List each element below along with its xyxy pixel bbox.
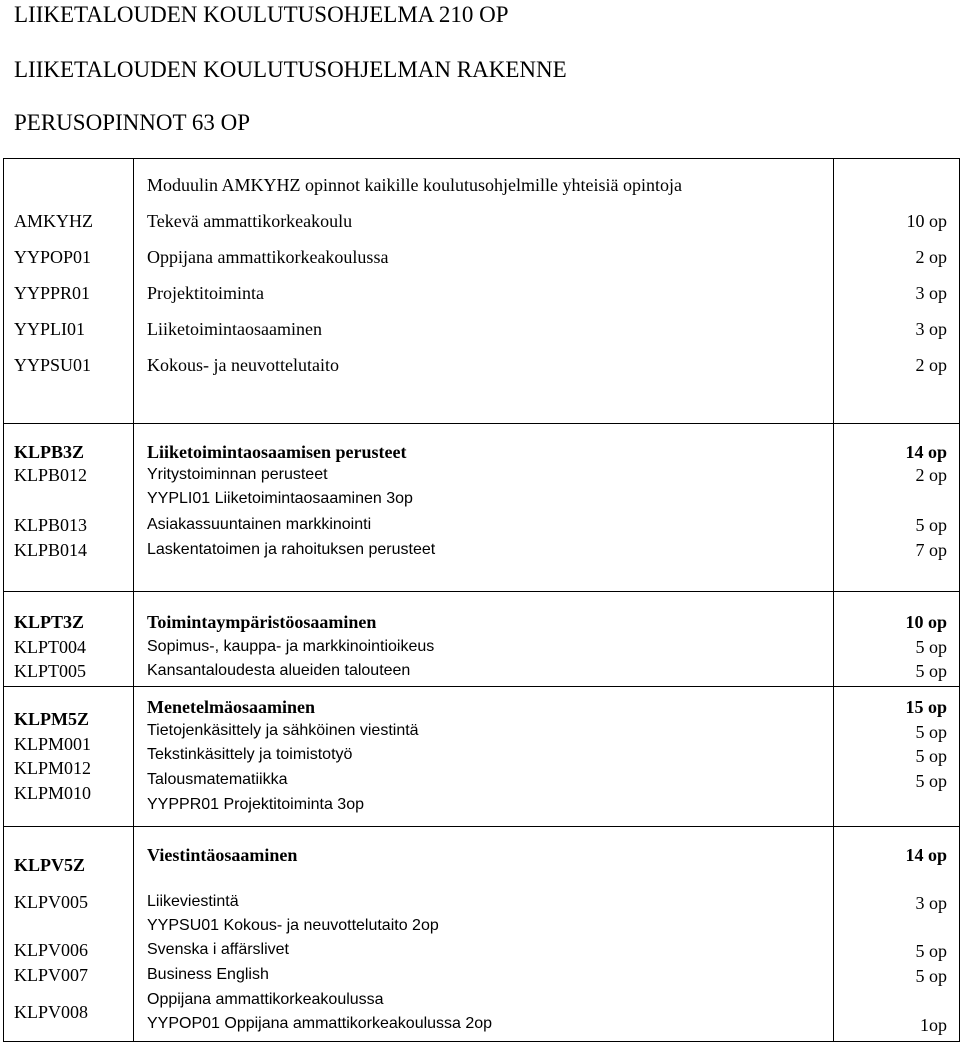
course-code: KLPB013 (14, 515, 88, 535)
course-name: Tekstinkäsittely ja toimistotyö (147, 746, 353, 763)
module-name: Menetelmäosaaminen (147, 697, 315, 717)
course-credits: 5 op (915, 722, 947, 742)
course-code: KLPB014 (14, 540, 88, 560)
course-code: KLPV006 (14, 940, 89, 960)
structure-title: LIIKETALOUDEN KOULUTUSOHJELMAN RAKENNE (14, 57, 567, 82)
course-name: Talousmatematiikka (147, 771, 288, 788)
course-credits: 2 op (915, 247, 947, 267)
course-name: Svenska i affärslivet (147, 941, 289, 958)
course-code: KLPB012 (14, 465, 88, 485)
course-credits: 3 op (915, 319, 947, 339)
course-code: KLPM001 (14, 734, 92, 754)
course-name: Projektitoiminta (147, 283, 264, 303)
course-credits: 7 op (915, 540, 947, 560)
course-name: Oppijana ammattikorkeakoulussa (147, 991, 384, 1008)
course-code: KLPM010 (14, 783, 92, 803)
course-code: YYPLI01 (14, 319, 85, 339)
course-note: YYPSU01 Kokous- ja neuvottelutaito 2op (147, 917, 439, 934)
module-name: Liiketoimintaosaamisen perusteet (147, 442, 407, 462)
course-code: KLPT004 (14, 637, 86, 657)
course-name: Asiakassuuntainen markkinointi (147, 516, 372, 533)
course-name: Tietojenkäsittely ja sähköinen viestintä (147, 722, 419, 739)
course-note: YYPPR01 Projektitoiminta 3op (147, 796, 364, 813)
section-divider (3, 826, 959, 827)
course-code: KLPT005 (14, 661, 86, 681)
basic-studies-title: PERUSOPINNOT 63 OP (14, 110, 251, 135)
course-credits: 5 op (915, 746, 947, 766)
section-divider (3, 423, 959, 424)
module-name: Toimintaympäristöosaaminen (147, 612, 377, 632)
module-name: Viestintäosaaminen (147, 845, 298, 865)
module-credits: 14 op (905, 442, 947, 462)
course-code: YYPOP01 (14, 247, 92, 267)
course-name: Kokous- ja neuvottelutaito (147, 355, 339, 375)
module-credits: 15 op (905, 697, 947, 717)
course-name: Yritystoiminnan perusteet (147, 466, 328, 483)
course-name: Laskentatoimen ja rahoituksen perusteet (147, 541, 436, 558)
module-code: KLPB3Z (14, 442, 85, 462)
module-credits: 10 op (905, 612, 947, 632)
module-name: Tekevä ammattikorkeakoulu (147, 211, 353, 231)
course-code: KLPV008 (14, 1002, 89, 1022)
course-credits: 5 op (915, 515, 947, 535)
section-divider (3, 591, 959, 592)
course-note: YYPOP01 Oppijana ammattikorkeakoulussa 2op (147, 1015, 493, 1032)
course-name: Liiketoimintaosaaminen (147, 319, 322, 339)
course-credits: 5 op (915, 941, 947, 961)
course-credits: 5 op (915, 637, 947, 657)
course-code: YYPPR01 (14, 283, 91, 303)
course-credits: 1op (920, 1015, 947, 1035)
course-code: KLPV005 (14, 892, 89, 912)
course-credits: 5 op (915, 966, 947, 986)
course-credits: 3 op (915, 283, 947, 303)
course-name: Liikeviestintä (147, 893, 239, 910)
course-code: KLPM012 (14, 758, 92, 778)
section-divider (3, 686, 959, 687)
table-top-border (3, 158, 959, 159)
module-credits: 14 op (905, 845, 947, 865)
course-credits: 3 op (915, 893, 947, 913)
course-code: KLPV007 (14, 965, 89, 985)
course-name: Business English (147, 966, 269, 983)
course-credits: 2 op (915, 355, 947, 375)
course-name: Sopimus-, kauppa- ja markkinointioikeus (147, 638, 435, 655)
course-credits: 5 op (915, 771, 947, 791)
course-credits: 2 op (915, 465, 947, 485)
program-title: LIIKETALOUDEN KOULUTUSOHJELMA 210 OP (14, 2, 509, 27)
course-code: YYPSU01 (14, 355, 92, 375)
module-code: AMKYHZ (14, 211, 93, 231)
module-code: KLPV5Z (14, 855, 86, 875)
course-name: Oppijana ammattikorkeakoulussa (147, 247, 389, 267)
module-code: KLPT3Z (14, 612, 85, 632)
common-studies-intro: Moduulin AMKYHZ opinnot kaikille koulutusohjelmille yhteisiä opintoja (147, 175, 682, 195)
course-note: YYPLI01 Liiketoimintaosaaminen 3op (147, 490, 413, 507)
course-credits: 5 op (915, 661, 947, 681)
module-code: KLPM5Z (14, 709, 89, 729)
module-credits: 10 op (906, 211, 947, 231)
course-name: Kansantaloudesta alueiden talouteen (147, 662, 411, 679)
